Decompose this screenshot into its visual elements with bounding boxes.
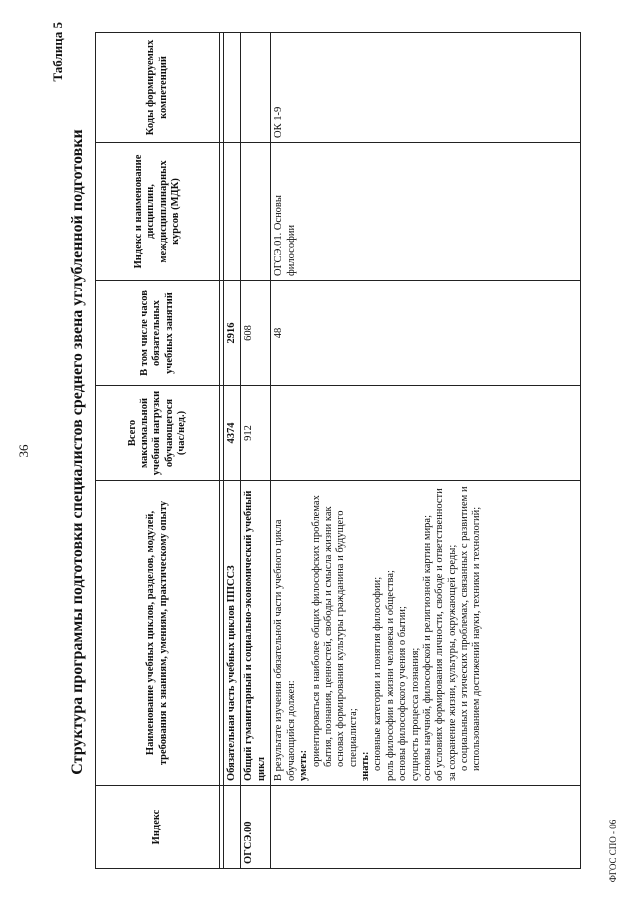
content-knowledge-item: основные категории и понятия философии;	[372, 576, 384, 771]
table-row	[271, 33, 581, 869]
header-row	[96, 33, 220, 869]
content-heading-skills: уметь:	[298, 749, 310, 781]
row-philosophy-content	[271, 481, 581, 786]
row-philosophy-competence: ОК 1-9	[271, 33, 581, 143]
content-knowledge-item: о социальных и этических проблемах, связанных с развитием и использованием достижений науки, техники и технологий;	[459, 486, 483, 771]
content-knowledge-item: об условиях формирования личности, свободе и ответственности за сохранение жизни, культуры, окружающей среды;	[434, 488, 458, 781]
header-required: В том числе часов обязательных учебных занятий	[96, 281, 220, 386]
content-knowledge-item: роль философии в жизни человека и общества;	[384, 570, 396, 781]
row-philosophy-required: 48	[271, 281, 581, 386]
header-total: Всего максимальной учебной нагрузки обучающегося (час/нед.)	[96, 386, 220, 481]
document-title: Структура программы подготовки специалистов среднего звена углубленной подготовки	[69, 129, 86, 775]
row-ogse-name: Общий гуманитарный и социально-экономический учебный цикл	[241, 481, 271, 786]
table-label: Таблица 5	[50, 22, 65, 82]
content-skill: ориентироваться в наиболее общих философских проблемах бытия, познания, ценностей, свободы и смысла жизни как основах формирования культуры гражданина и будущего специалиста;	[310, 495, 359, 767]
row-ogse-required: 608	[241, 281, 271, 386]
rotated-sheet	[50, 12, 583, 892]
row-mandatory-total: 4374	[224, 386, 241, 481]
row-mandatory-required: 2916	[224, 281, 241, 386]
content-knowledge-item: основы научной, философской и религиозной картин мира;	[421, 514, 433, 781]
table-row	[241, 33, 271, 869]
header-index: Индекс	[96, 786, 220, 869]
page-number: 36	[16, 444, 31, 458]
table-row	[224, 33, 241, 869]
row-ogse-total: 912	[241, 386, 271, 481]
footer-code: ФГОС СПО - 06	[608, 819, 618, 883]
header-name: Наименование учебных циклов, разделов, модулей, требования к знаниям, умениям, практическому опыту	[96, 481, 220, 786]
content-intro: В результате изучения обязательной части учебного цикла обучающийся должен:	[273, 519, 297, 781]
content-knowledge-item: сущность процесса познания;	[409, 647, 421, 781]
row-philosophy-discipline: ОГСЭ.01. Основы философии	[271, 143, 581, 281]
header-competence: Коды формируемых компетенций	[96, 33, 220, 143]
program-structure-table	[95, 32, 581, 869]
row-mandatory-name: Обязательная часть учебных циклов ППССЗ	[224, 481, 241, 786]
header-discipline: Индекс и наименование дисциплин, междисциплинарных курсов (МДК)	[96, 143, 220, 281]
row-ogse-index: ОГСЭ.00	[241, 786, 271, 869]
content-knowledge-item: основы философского учения о бытии;	[397, 606, 409, 781]
content-heading-knowledge: знать:	[360, 751, 371, 781]
